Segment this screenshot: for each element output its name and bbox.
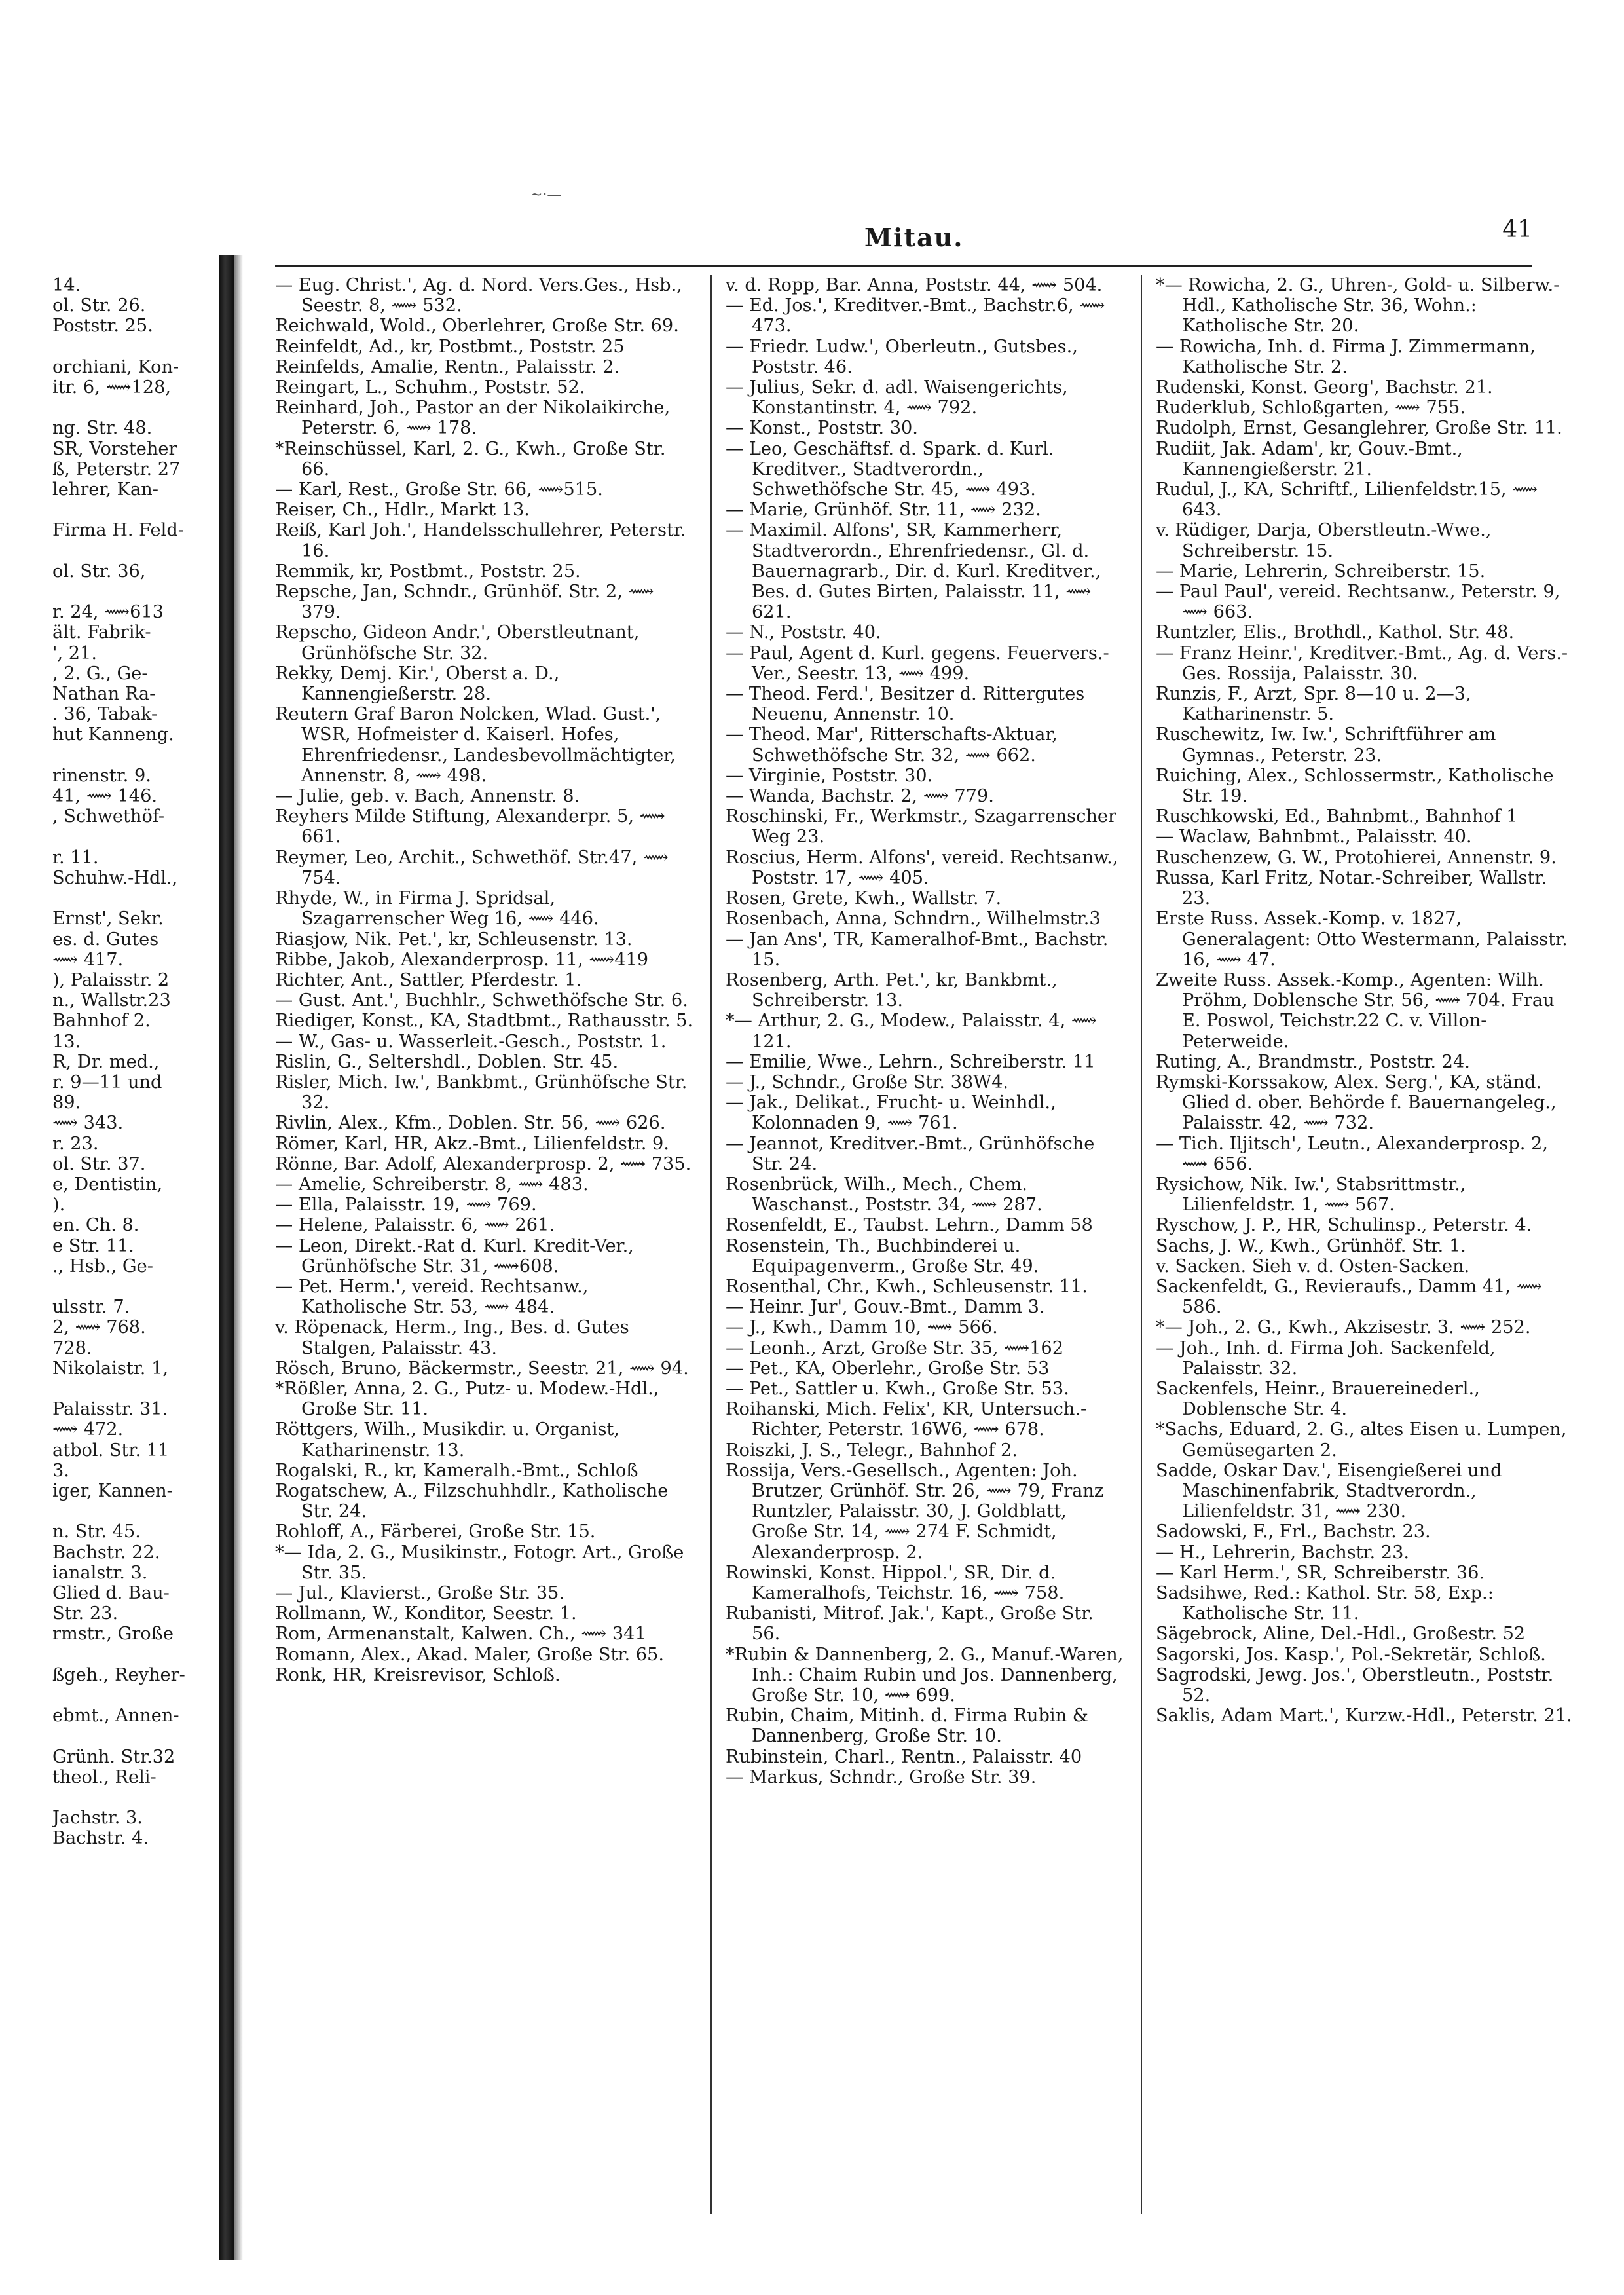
directory-entry: Zweite Russ. Assek.-Komp., Agenten: Wilh. Pröhm, Doblensche Str. 56, ⟿ 704. Frau E. Poswol, Teichstr.22 C. v. Villon-Peterweide. [1156, 969, 1555, 1052]
directory-entry: — H., Lehrerin, Bachstr. 23. [1156, 1542, 1410, 1563]
directory-entry: Ruschewitz, Iw. Iw.', Schriftführer am Gymnas., Peterstr. 23. [1156, 724, 1496, 766]
left-fragment-line: hut Kanneng. [52, 724, 174, 745]
left-fragment-line: 89. [52, 1092, 81, 1113]
left-fragment-line: 728. [52, 1337, 92, 1358]
directory-entry: Rekky, Demj. Kir.', Oberst a. D., Kannengießerstr. 28. [275, 663, 560, 705]
directory-entry: — Tich. Iljitsch', Leutn., Alexanderprosp. 2, ⟿ 656. [1156, 1133, 1548, 1174]
left-fragment-line: e Str. 11. [52, 1235, 134, 1256]
directory-entry: Rogatschew, A., Filzschuhhdlr., Katholische Str. 24. [275, 1480, 669, 1522]
left-fragment-line [52, 1685, 196, 1706]
directory-entry: Rosen, Grete, Kwh., Wallstr. 7. [726, 888, 1002, 909]
left-fragment-line: Bachstr. 22. [52, 1542, 160, 1563]
directory-entry: Runzis, F., Arzt, Spr. 8—10 u. 2—3, Katharinenstr. 5. [1156, 684, 1471, 725]
left-fragment-line: ßgeh., Reyher- [52, 1664, 185, 1685]
directory-entry: v. Röpenack, Herm., Ing., Bes. d. Gutes Stalgen, Palaisstr. 43. [275, 1317, 629, 1358]
directory-entry: *Sachs, Eduard, 2. G., altes Eisen u. Lumpen, Gemüsegarten 2. [1156, 1419, 1567, 1461]
left-fragment-line: ebmt., Annen- [52, 1706, 179, 1726]
left-fragment-line: iger, Kannen- [52, 1480, 173, 1501]
left-fragment-line [52, 541, 196, 561]
directory-entry: Rhyde, W., in Firma J. Spridsal, Szagarrenscher Weg 16, ⟿ 446. [275, 888, 599, 929]
page-title: Mitau. [864, 223, 964, 252]
directory-entry: Rom, Armenanstalt, Kalwen. Ch., ⟿ 341 [275, 1624, 646, 1645]
directory-entry: — Joh., Inh. d. Firma Joh. Sackenfeld, Palaisstr. 32. [1156, 1337, 1496, 1379]
left-fragment-line: 2, ⟿ 768. [52, 1317, 146, 1338]
left-fragment-line [52, 1726, 196, 1746]
directory-entry: *— Rowicha, 2. G., Uhren-, Gold- u. Silberw.-Hdl., Katholische Str. 36, Wohn.: Katholische Str. 20. [1156, 275, 1560, 337]
directory-entry: — Friedr. Ludw.', Oberleutn., Gutsbes., Poststr. 46. [726, 336, 1078, 377]
directory-entry: — Julie, geb. v. Bach, Annenstr. 8. [275, 786, 580, 807]
directory-entry: Sadsihwe, Red.: Kathol. Str. 58, Exp.: Katholische Str. 11. [1156, 1583, 1494, 1624]
directory-entry: — Paul, Agent d. Kurl. gegens. Feuervers.-Ver., Seestr. 13, ⟿ 499. [726, 643, 1109, 684]
left-fragment-line: Palaisstr. 31. [52, 1399, 168, 1420]
left-fragment-line [52, 337, 196, 357]
left-fragment-line: 14. [52, 275, 81, 295]
directory-entry: Rubanisti, Mitrof. Jak.', Kapt., Große Str. 56. [726, 1603, 1094, 1645]
left-fragment-line: ., Hsb., Ge- [52, 1256, 153, 1277]
directory-entry: Rudolph, Ernst, Gesanglehrer, Große Str. 11. [1156, 418, 1562, 439]
directory-entry: — Leonh., Arzt, Große Str. 35, ⟿162 [726, 1337, 1064, 1358]
left-fragment-line: 3. [52, 1460, 69, 1481]
left-fragment-line: Str. 23. [52, 1603, 119, 1624]
left-fragment-line: orchiani, Kon- [52, 356, 179, 377]
left-fragment-line: ß, Peterstr. 27 [52, 458, 181, 479]
directory-entry: Ruderklub, Schloßgarten, ⟿ 755. [1156, 398, 1466, 419]
directory-entry: Rosenbrück, Wilh., Mech., Chem. Waschanst., Poststr. 34, ⟿ 287. [726, 1174, 1043, 1216]
left-fragment-line: . 36, Tabak- [52, 704, 158, 725]
left-fragment-line: Bachstr. 4. [52, 1828, 149, 1849]
left-fragment-line: lehrer, Kan- [52, 479, 158, 500]
directory-column-3 [1156, 275, 1575, 2214]
directory-entry: Ronk, HR, Kreisrevisor, Schloß. [275, 1664, 561, 1685]
directory-entry: — N., Poststr. 40. [726, 622, 881, 643]
directory-entry: Rollmann, W., Konditor, Seestr. 1. [275, 1603, 577, 1624]
left-fragment-line: rinenstr. 9. [52, 765, 151, 786]
directory-entry: Rosenstein, Th., Buchbinderei u. Equipagenverm., Große Str. 49. [726, 1235, 1039, 1277]
directory-entry: — Pet., KA, Oberlehr., Große Str. 53 [726, 1358, 1050, 1379]
directory-entry: Rubinstein, Charl., Rentn., Palaisstr. 40 [726, 1746, 1082, 1767]
left-fragment-line [52, 827, 196, 847]
left-fragment-line: SR, Vorsteher [52, 438, 177, 459]
directory-entry: *Rubin & Dannenberg, 2. G., Manuf.-Waren, Inh.: Chaim Rubin und Jos. Dannenberg, Große Str. 10, ⟿ 699. [726, 1644, 1124, 1706]
directory-entry: Reinfeldt, Ad., kr, Postbmt., Poststr. 25 [275, 336, 625, 357]
directory-entry: Remmik, kr, Postbmt., Poststr. 25. [275, 561, 581, 582]
directory-entry: *— Ida, 2. G., Musikinstr., Fotogr. Art., Große Str. 35. [275, 1542, 684, 1583]
directory-entry: — Emilie, Wwe., Lehrn., Schreiberstr. 11 [726, 1051, 1096, 1072]
directory-entry: — Markus, Schndr., Große Str. 39. [726, 1766, 1037, 1787]
binding-shadow [234, 255, 243, 2260]
directory-entry: Rosenberg, Arth. Pet.', kr, Bankbmt., Schreiberstr. 13. [726, 969, 1058, 1011]
left-fragment-line: 41, ⟿ 146. [52, 786, 158, 807]
directory-entry: — Pet. Herm.', vereid. Rechtsanw., Katholische Str. 53, ⟿ 484. [275, 1276, 589, 1318]
directory-entry: — Wanda, Bachstr. 2, ⟿ 779. [726, 786, 994, 807]
left-fragment-line [52, 745, 196, 766]
directory-entry: Ruting, A., Brandmstr., Poststr. 24. [1156, 1051, 1470, 1072]
directory-entry: — Maximil. Alfons', SR, Kammerherr, Stadtverordn., Ehrenfriedensr., Gl. d. Bauernagrarb., Dir. d. Kurl. Kreditver., Bes. d. Gutes Birten, Palaisstr. 11, ⟿ 621. [726, 520, 1101, 623]
directory-column-2 [726, 275, 1125, 2214]
directory-entry: Reingart, L., Schuhm., Poststr. 52. [275, 377, 585, 398]
directory-entry: — Ella, Palaisstr. 19, ⟿ 769. [275, 1195, 537, 1216]
directory-entry: Roscius, Herm. Alfons', vereid. Rechtsanw., Poststr. 17, ⟿ 405. [726, 847, 1118, 888]
directory-entry: Reichwald, Wold., Oberlehrer, Große Str. 69. [275, 316, 679, 337]
left-fragment-line [52, 1379, 196, 1399]
directory-entry: Rubin, Chaim, Mitinh. d. Firma Rubin & Dannenberg, Große Str. 10. [726, 1706, 1088, 1747]
left-fragment-line [52, 1501, 196, 1521]
directory-entry: Sackenfels, Heinr., Brauereinederl., Doblensche Str. 4. [1156, 1378, 1480, 1420]
directory-entry: — W., Gas- u. Wasserleit.-Gesch., Poststr. 1. [275, 1031, 667, 1052]
left-fragment-line: Schuhw.-Hdl., [52, 867, 178, 888]
directory-entry: Riasjow, Nik. Pet.', kr, Schleusenstr. 13. [275, 929, 633, 950]
directory-entry: — Jan Ans', TR, Kameralhof-Bmt., Bachstr. 15. [726, 929, 1109, 970]
left-fragment-line: Nikolaistr. 1, [52, 1358, 169, 1379]
left-fragment-line [52, 398, 196, 418]
left-fragment-line [52, 500, 196, 520]
directory-entry: — Leo, Geschäftsf. d. Spark. d. Kurl. Kreditver., Stadtverordn., Schwethöfsche Str. 45, ⟿ 493. [726, 438, 1054, 500]
directory-entry: Ribbe, Jakob, Alexanderprosp. 11, ⟿419 [275, 949, 649, 970]
directory-entry: Reyhers Milde Stiftung, Alexanderpr. 5, ⟿ 661. [275, 806, 665, 848]
marginal-mark: ~·— [530, 187, 562, 203]
directory-entry: Reinhard, Joh., Pastor an der Nikolaikirche, Peterstr. 6, ⟿ 178. [275, 398, 671, 439]
left-fragment-line: Bahnhof 2. [52, 1011, 151, 1032]
left-fragment-line: Nathan Ra- [52, 684, 156, 705]
left-fragment-line [52, 1277, 196, 1297]
directory-entry: v. Sacken. Sieh v. d. Osten-Sacken. [1156, 1256, 1470, 1277]
column-divider [710, 275, 712, 2214]
directory-entry: — Helene, Palaisstr. 6, ⟿ 261. [275, 1215, 555, 1236]
left-fragment-line: r. 24, ⟿613 [52, 602, 164, 623]
directory-entry: Reiß, Karl Joh.', Handelsschullehrer, Peterstr. 16. [275, 520, 686, 561]
directory-entry: — Pet., Sattler u. Kwh., Große Str. 53. [726, 1378, 1069, 1399]
left-fragment-line: , Schwethöf- [52, 806, 165, 827]
directory-entry: Ruschkowski, Ed., Bahnbmt., Bahnhof 1 [1156, 806, 1518, 827]
directory-entry: — Theod. Ferd.', Besitzer d. Rittergutes Neuenu, Annenstr. 10. [726, 684, 1085, 725]
directory-entry: — J., Kwh., Damm 10, ⟿ 566. [726, 1317, 998, 1338]
directory-entry: — Karl Herm.', SR, Schreiberstr. 36. [1156, 1562, 1485, 1583]
left-fragment-line [52, 888, 196, 908]
directory-entry: Rowinski, Konst. Hippol.', SR, Dir. d. Kameralhofs, Teichstr. 16, ⟿ 758. [726, 1562, 1065, 1603]
directory-entry: Riediger, Konst., KA, Stadtbmt., Rathausstr. 5. [275, 1011, 693, 1032]
directory-entry: v. Rüdiger, Darja, Oberstleutn.-Wwe., Schreiberstr. 15. [1156, 520, 1492, 561]
left-fragment-line: e, Dentistin, [52, 1174, 163, 1195]
left-fragment-line [52, 1645, 196, 1665]
directory-entry: Rosenbach, Anna, Schndrn., Wilhelmstr.3 [726, 908, 1101, 929]
directory-entry: Ruschenzew, G. W., Protohierei, Annenstr. 9. [1156, 847, 1557, 868]
left-fragment-line: r. 9—11 und [52, 1072, 162, 1092]
left-fragment-line: Poststr. 25. [52, 316, 153, 337]
directory-entry: Rönne, Bar. Adolf, Alexanderprosp. 2, ⟿ 735. [275, 1153, 692, 1174]
directory-entry: Roiszki, J. S., Telegr., Bahnhof 2. [726, 1440, 1018, 1461]
directory-entry: Rohloff, A., Färberei, Große Str. 15. [275, 1521, 596, 1542]
directory-entry: Richter, Ant., Sattler, Pferdestr. 1. [275, 969, 582, 990]
left-fragment-line: ält. Fabrik- [52, 622, 151, 643]
directory-entry: — Gust. Ant.', Buchhlr., Schwethöfsche Str. 6. [275, 990, 688, 1011]
left-fragment-line: ianalstr. 3. [52, 1562, 148, 1583]
directory-entry: — Jeannot, Kreditver.-Bmt., Grünhöfsche Str. 24. [726, 1133, 1095, 1174]
directory-entry: — Franz Heinr.', Kreditver.-Bmt., Ag. d. Vers.-Ges. Rossija, Palaisstr. 30. [1156, 643, 1568, 684]
directory-entry: Rymski-Korssakow, Alex. Serg.', KA, ständ. Glied d. ober. Behörde f. Bauernangeleg., Palaisstr. 42, ⟿ 732. [1156, 1072, 1557, 1134]
directory-entry: Sadde, Oskar Dav.', Eisengießerei und Maschinenfabrik, Stadtverordn., Lilienfeldstr. 31, ⟿ 230. [1156, 1460, 1502, 1522]
directory-entry: Rösch, Bruno, Bäckermstr., Seestr. 21, ⟿ 94. [275, 1358, 689, 1379]
left-fragment-line: ⟿ 472. [52, 1419, 124, 1440]
directory-entry: Reutern Graf Baron Nolcken, Wlad. Gust.', WSR, Hofmeister d. Kaiserl. Hofes, Ehrenfriedensr., Landesbevollmächtigter, Annenstr. 8, ⟿ 498. [275, 704, 676, 786]
directory-entry: — Leon, Direkt.-Rat d. Kurl. Kredit-Ver., Grünhöfsche Str. 31, ⟿608. [275, 1235, 634, 1277]
left-fragment-line: ⟿ 343. [52, 1113, 124, 1134]
left-fragment-line: ), Palaisstr. 2 [52, 969, 170, 990]
directory-entry: — Konst., Poststr. 30. [726, 418, 918, 439]
left-fragment-line: theol., Reli- [52, 1766, 157, 1787]
directory-entry: — Marie, Grünhöf. Str. 11, ⟿ 232. [726, 500, 1041, 521]
directory-entry: Risler, Mich. Iw.', Bankbmt., Grünhöfsche Str. 32. [275, 1072, 688, 1113]
directory-entry: *Reinschüssel, Karl, 2. G., Kwh., Große Str. 66. [275, 438, 666, 479]
directory-column-1 [275, 275, 694, 2214]
directory-entry: Sackenfeldt, G., Revieraufs., Damm 41, ⟿ 586. [1156, 1276, 1542, 1318]
left-fragment-line: rmstr., Große [52, 1624, 174, 1645]
column-divider [1141, 275, 1142, 2214]
left-fragment-line: ', 21. [52, 643, 97, 663]
directory-entry: Rosenthal, Chr., Kwh., Schleusenstr. 11. [726, 1276, 1088, 1297]
left-fragment-line: Ernst', Sekr. [52, 908, 164, 929]
directory-entry: — Heinr. Jur', Gouv.-Bmt., Damm 3. [726, 1297, 1045, 1318]
left-fragment-line: ⟿ 417. [52, 949, 124, 970]
directory-entry: Saklis, Adam Mart.', Kurzw.-Hdl., Peterstr. 21. [1156, 1706, 1572, 1726]
left-fragment-line: es. d. Gutes [52, 929, 159, 950]
directory-entry: — Amelie, Schreiberstr. 8, ⟿ 483. [275, 1174, 589, 1195]
directory-entry: Reymer, Leo, Archit., Schwethöf. Str.47, ⟿ 754. [275, 847, 669, 888]
directory-entry: — Marie, Lehrerin, Schreiberstr. 15. [1156, 561, 1486, 582]
directory-entry: *Rößler, Anna, 2. G., Putz- u. Modew.-Hdl., Große Str. 11. [275, 1378, 659, 1420]
directory-entry: Repsche, Jan, Schndr., Grünhöf. Str. 2, ⟿ 379. [275, 582, 654, 623]
directory-entry: Rudenski, Konst. Georg', Bachstr. 21. [1156, 377, 1493, 398]
left-fragment-line: atbol. Str. 11 [52, 1440, 170, 1461]
left-fragment-line: ol. Str. 26. [52, 295, 146, 316]
left-fragment-line: Grünh. Str.32 [52, 1746, 175, 1767]
left-fragment-line: r. 23. [52, 1133, 99, 1154]
binding-gutter [219, 255, 234, 2260]
left-fragment-line: ng. Str. 48. [52, 418, 153, 439]
directory-entry: Runtzler, Elis., Brothdl., Kathol. Str. 48. [1156, 622, 1515, 643]
left-fragment-line [52, 582, 196, 602]
directory-entry: — Virginie, Poststr. 30. [726, 765, 933, 786]
directory-entry: — Rowicha, Inh. d. Firma J. Zimmermann, Katholische Str. 2. [1156, 336, 1536, 377]
directory-entry: Reiser, Ch., Hdlr., Markt 13. [275, 500, 530, 521]
left-fragment-line: r. 11. [52, 847, 99, 868]
directory-entry: Rossija, Vers.-Gesellsch., Agenten: Joh. Brutzer, Grünhöf. Str. 26, ⟿ 79, Franz Runtzler, Palaisstr. 30, J. Goldblatt, Große Str. 14, ⟿ 274 F. Schmidt, Alexanderprosp. 2. [726, 1460, 1104, 1563]
left-fragment-line: itr. 6, ⟿128, [52, 377, 172, 398]
directory-entry: v. d. Ropp, Bar. Anna, Poststr. 44, ⟿ 504. [726, 275, 1103, 295]
left-fragment-line [52, 1787, 196, 1808]
left-fragment-line: ol. Str. 37. [52, 1153, 146, 1174]
directory-entry: Sadowski, F., Frl., Bachstr. 23. [1156, 1521, 1431, 1542]
directory-entry: Russa, Karl Fritz, Notar.-Schreiber, Wallstr. 23. [1156, 867, 1547, 909]
left-fragment-line: Glied d. Bau- [52, 1583, 170, 1603]
left-fragment-line: en. Ch. 8. [52, 1215, 139, 1236]
directory-entry: Römer, Karl, HR, Akz.-Bmt., Lilienfeldstr. 9. [275, 1133, 669, 1154]
directory-entry: — Karl, Rest., Große Str. 66, ⟿515. [275, 479, 603, 500]
page-header [275, 216, 1532, 262]
directory-entry: *— Arthur, 2. G., Modew., Palaisstr. 4, ⟿ 121. [726, 1011, 1097, 1052]
header-rule [275, 265, 1532, 267]
directory-entry: Erste Russ. Assek.-Komp. v. 1827, Generalagent: Otto Westermann, Palaisstr. 16, ⟿ 47. [1156, 908, 1568, 970]
directory-entry: Repscho, Gideon Andr.', Oberstleutnant, Grünhöfsche Str. 32. [275, 622, 640, 663]
directory-entry: Rosenfeldt, E., Taubst. Lehrn., Damm 58 [726, 1215, 1093, 1236]
directory-entry: — Paul Paul', vereid. Rechtsanw., Peterstr. 9, ⟿ 663. [1156, 582, 1560, 623]
directory-entry: — Eug. Christ.', Ag. d. Nord. Vers.Ges., Hsb., Seestr. 8, ⟿ 532. [275, 275, 682, 316]
left-fragment-line: 13. [52, 1031, 81, 1052]
left-page-fragments [52, 275, 196, 2214]
directory-entry: Rislin, G., Seltershdl., Doblen. Str. 45. [275, 1051, 619, 1072]
directory-entry: — Waclaw, Bahnbmt., Palaisstr. 40. [1156, 827, 1472, 848]
left-fragment-line: ol. Str. 36, [52, 561, 146, 582]
directory-entry: Rivlin, Alex., Kfm., Doblen. Str. 56, ⟿ 626. [275, 1113, 666, 1134]
left-fragment-line: n., Wallstr.23 [52, 990, 171, 1011]
directory-entry: Rudiit, Jak. Adam', kr, Gouv.-Bmt., Kannengießerstr. 21. [1156, 438, 1463, 479]
directory-entry: Sagrodski, Jewg. Jos.', Oberstleutn., Poststr. 52. [1156, 1664, 1554, 1706]
directory-entry: Roschinski, Fr., Werkmstr., Szagarrenscher Weg 23. [726, 806, 1116, 848]
directory-entry: — J., Schndr., Große Str. 38W4. [726, 1072, 1009, 1092]
directory-entry: — Jul., Klavierst., Große Str. 35. [275, 1583, 565, 1603]
page-number: 41 [1502, 216, 1532, 243]
directory-entry: Rysichow, Nik. Iw.', Stabsrittmstr., Lilienfeldstr. 1, ⟿ 567. [1156, 1174, 1466, 1216]
directory-entry: Rudul, J., KA, Schriftf., Lilienfeldstr.15, ⟿ 643. [1156, 479, 1538, 521]
left-fragment-line: ). [52, 1195, 65, 1216]
left-fragment-line: Jachstr. 3. [52, 1808, 143, 1829]
directory-entry: — Ed. Jos.', Kreditver.-Bmt., Bachstr.6, ⟿ 473. [726, 295, 1105, 337]
directory-entry: Sägebrock, Aline, Del.-Hdl., Großestr. 52 [1156, 1624, 1526, 1645]
directory-entry: Rogalski, R., kr, Kameralh.-Bmt., Schloß [275, 1460, 638, 1481]
left-fragment-line: ulsstr. 7. [52, 1297, 130, 1318]
directory-entry: — Julius, Sekr. d. adl. Waisengerichts, Konstantinstr. 4, ⟿ 792. [726, 377, 1068, 419]
directory-entry: Sagorski, Jos. Kasp.', Pol.-Sekretär, Schloß. [1156, 1644, 1546, 1665]
left-fragment-line: R, Dr. med., [52, 1051, 160, 1072]
directory-entry: Röttgers, Wilh., Musikdir. u. Organist, Katharinenstr. 13. [275, 1419, 619, 1461]
directory-entry: — Theod. Mar', Ritterschafts-Aktuar, Schwethöfsche Str. 32, ⟿ 662. [726, 724, 1058, 766]
directory-entry: *— Joh., 2. G., Kwh., Akzisestr. 3. ⟿ 252. [1156, 1317, 1531, 1338]
directory-entry: — Jak., Delikat., Frucht- u. Weinhdl., Kolonnaden 9, ⟿ 761. [726, 1092, 1056, 1134]
directory-entry: Roihanski, Mich. Felix', KR, Untersuch.-Richter, Peterstr. 16W6, ⟿ 678. [726, 1399, 1087, 1440]
left-fragment-line: n. Str. 45. [52, 1521, 141, 1542]
left-fragment-line: , 2. G., Ge- [52, 663, 148, 684]
directory-entry: Ruiching, Alex., Schlossermstr., Katholische Str. 19. [1156, 765, 1554, 807]
left-fragment-line: Firma H. Feld- [52, 520, 184, 541]
directory-entry: Reinfelds, Amalie, Rentn., Palaisstr. 2. [275, 356, 620, 377]
directory-entry: Sachs, J. W., Kwh., Grünhöf. Str. 1. [1156, 1235, 1466, 1256]
directory-entry: Romann, Alex., Akad. Maler, Große Str. 65. [275, 1644, 664, 1665]
directory-entry: Ryschow, J. P., HR, Schulinsp., Peterstr. 4. [1156, 1215, 1532, 1236]
